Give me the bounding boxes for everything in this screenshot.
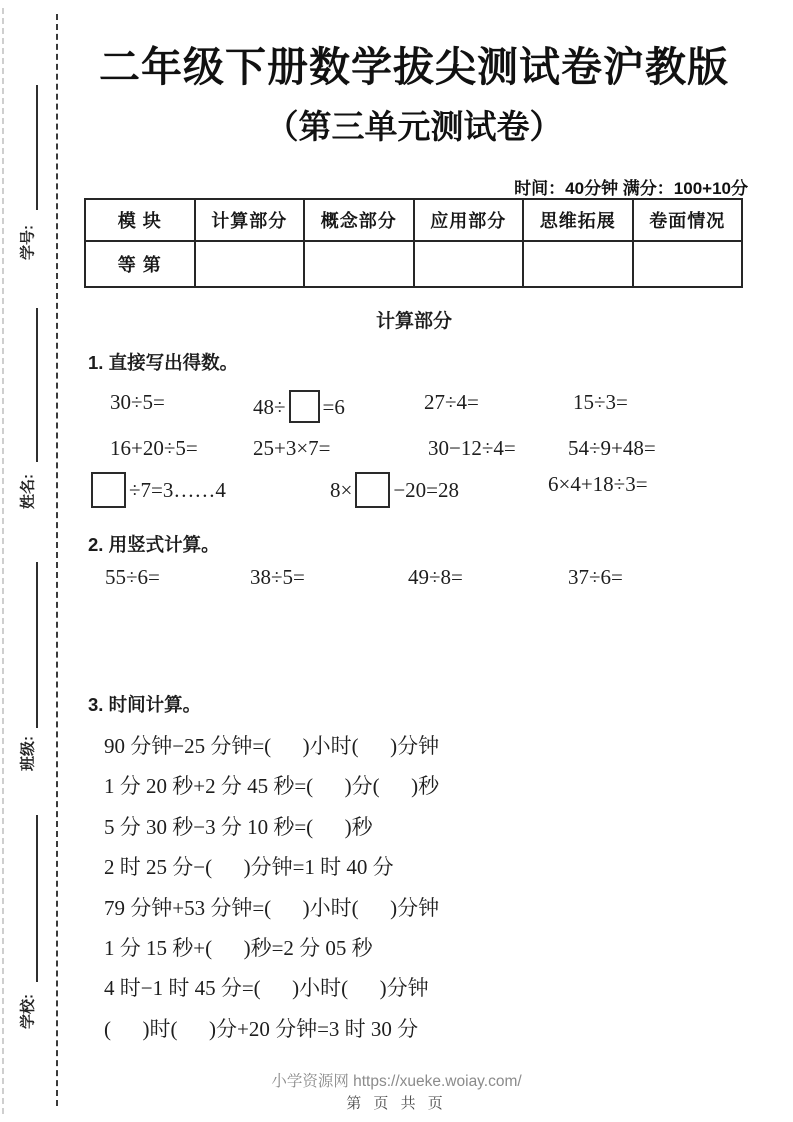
equation: 38÷5= [250, 565, 305, 589]
equation-with-box [330, 472, 459, 508]
time-problem: 79 分钟+53 分钟=( )小时( )分钟 [104, 895, 440, 920]
grade-cell [523, 241, 633, 287]
score-header-module: 模 块 [85, 199, 195, 241]
class-label: 班级: [19, 736, 37, 771]
student-id-label: 学号: [19, 225, 37, 260]
equation: 25+3×7= [253, 436, 331, 460]
score-header-application: 应用部分 [414, 199, 524, 241]
q2-row [0, 565, 793, 609]
score-header-calculation: 计算部分 [195, 199, 305, 241]
score-table-grade-row [85, 241, 742, 287]
grade-row-label: 等 第 [85, 241, 195, 287]
time-problem: 1 分 15 秒+( )秒=2 分 05 秒 [104, 935, 373, 960]
equation-with-box [253, 390, 345, 423]
equation-part: 8× [330, 478, 353, 502]
page-number-footer: 第 页 共 页 [346, 1095, 447, 1112]
paper-title: 二年级下册数学拔尖测试卷沪教版 [99, 44, 729, 90]
equation: 6×4+18÷3= [548, 472, 648, 496]
source-site-watermark: 小学资源网 https://xueke.woiay.com/ [271, 1073, 522, 1090]
equation: 27÷4= [424, 390, 479, 414]
paper-subtitle: （第三单元测试卷） [265, 108, 563, 145]
equation: 54÷9+48= [568, 436, 656, 460]
equation: 30−12÷4= [428, 436, 516, 460]
cut-dashed-line [2, 8, 4, 1114]
equation-part: =6 [322, 395, 345, 419]
score-table-header-row [85, 199, 742, 241]
equation: 49÷8= [408, 565, 463, 589]
grade-cell [195, 241, 305, 287]
school-blank-line [36, 815, 38, 982]
equation: 55÷6= [105, 565, 160, 589]
question-1-label: 1. 直接写出得数。 [88, 352, 239, 373]
equation: 16+20÷5= [110, 436, 198, 460]
score-header-neatness: 卷面情况 [633, 199, 743, 241]
grade-cell [304, 241, 414, 287]
equation: 30÷5= [110, 390, 165, 414]
score-header-thinking: 思维拓展 [523, 199, 633, 241]
section-title-calculation: 计算部分 [375, 311, 452, 332]
school-label: 学校: [19, 994, 37, 1029]
equation-part: 48÷ [253, 395, 286, 419]
q1-row-1 [0, 390, 793, 434]
equation-part: −20=28 [393, 478, 460, 502]
answer-box [355, 472, 390, 508]
fold-dashed-line [56, 14, 58, 1106]
grade-cell [633, 241, 743, 287]
time-problem: 90 分钟−25 分钟=( )小时( )分钟 [104, 734, 440, 758]
q3-time-problems [104, 726, 754, 1049]
time-and-score-info: 时间：40分钟 满分：100+10分 [514, 179, 748, 198]
time-problem: 4 时−1 时 45 分=( )小时( )分钟 [104, 976, 429, 1001]
equation-part: ÷7=3……4 [129, 478, 226, 502]
student-name-label: 姓名: [19, 474, 37, 509]
answer-box [289, 390, 320, 423]
equation: 37÷6= [568, 565, 623, 589]
question-2-label: 2. 用竖式计算。 [88, 534, 220, 555]
grade-cell [414, 241, 524, 287]
time-problem: ( )时( )分+20 分钟=3 时 30 分 [104, 1016, 419, 1041]
time-problem: 1 分 20 秒+2 分 45 秒=( )分( )秒 [104, 774, 440, 799]
q1-row-3 [0, 472, 793, 516]
time-problem: 5 分 30 秒−3 分 10 秒=( )秒 [104, 814, 373, 839]
equation-with-box [88, 472, 226, 508]
equation: 15÷3= [573, 390, 628, 414]
score-header-concept: 概念部分 [304, 199, 414, 241]
answer-box [91, 472, 126, 508]
question-3-label: 3. 时间计算。 [88, 694, 202, 715]
score-table [84, 198, 743, 288]
time-problem: 2 时 25 分−( )分钟=1 时 40 分 [104, 855, 394, 880]
student-id-blank-line [36, 85, 38, 210]
